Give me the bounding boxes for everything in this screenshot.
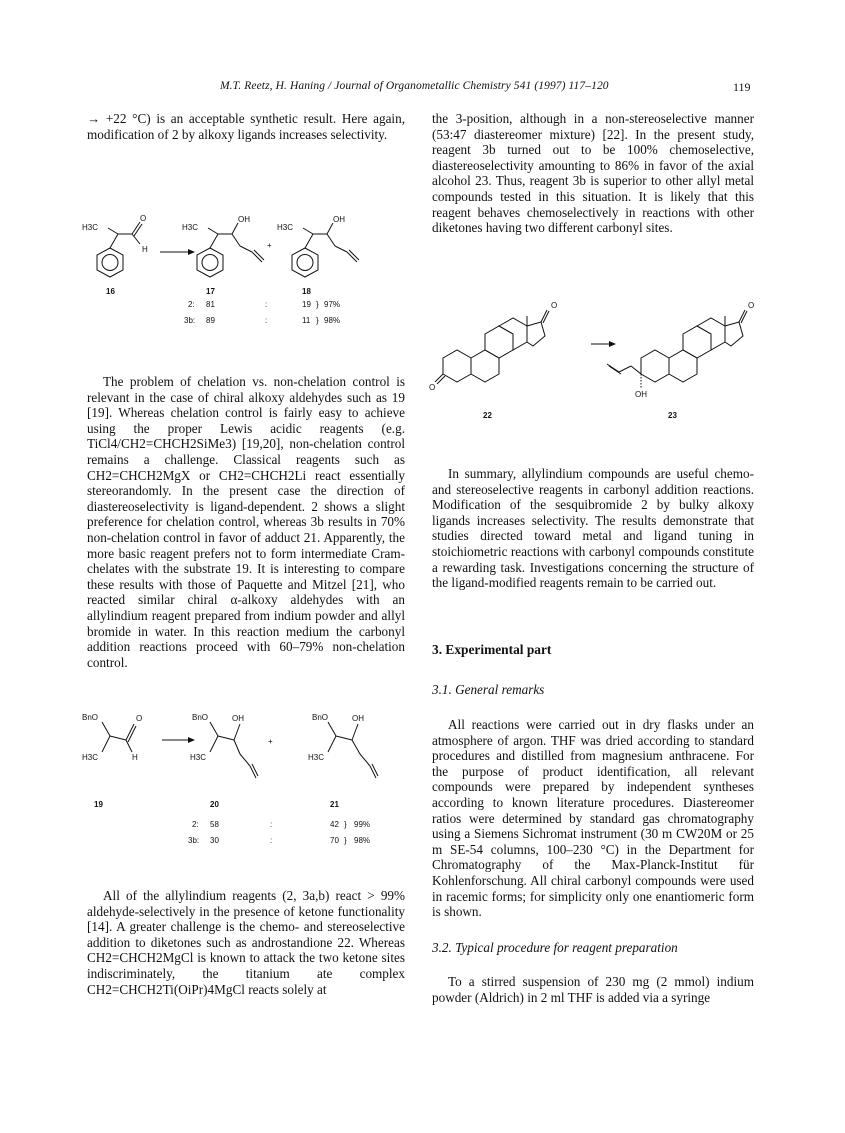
- svg-text:+: +: [268, 737, 273, 746]
- scheme-16-to-17-18: [80, 214, 410, 334]
- svg-text:+: +: [267, 241, 272, 250]
- structure-16: [82, 214, 148, 277]
- svg-text:98%: 98%: [324, 316, 341, 325]
- svg-text::: :: [265, 300, 268, 309]
- svg-text:81: 81: [206, 300, 215, 309]
- structure-17: [182, 215, 264, 277]
- left-paragraph-3: All of the allylindium reagents (2, 3a,b) react > 99% aldehyde-selectively in the presence of ketone functionality [14]. A greater challenge is the chemo- and stereoselective addition to diketones such as androstandione 22. Whereas CH2=CHCH2MgCl is known to attack the two ketone sites indiscriminately, the titanium ate complex CH2=CHCH2Ti(OiPr)4MgCl reacts solely at: [87, 888, 405, 997]
- svg-text:BnO: BnO: [312, 713, 329, 722]
- compound-label-17: 17: [206, 287, 215, 296]
- h3c-label: H3C: [82, 223, 99, 232]
- svg-text:O: O: [429, 383, 436, 392]
- svg-text:H3C: H3C: [277, 223, 294, 232]
- svg-text:OH: OH: [333, 215, 345, 224]
- structure-23: [607, 301, 754, 399]
- svg-text:}: }: [316, 300, 319, 309]
- structure-20: [190, 713, 258, 778]
- svg-text:99%: 99%: [354, 820, 371, 829]
- svg-text::: :: [270, 836, 273, 845]
- svg-text:O: O: [136, 714, 143, 723]
- structure-19: [82, 713, 142, 762]
- right-paragraph-4: To a stirred suspension of 230 mg (2 mmol) indium powder (Aldrich) in 2 ml THF is added via a syringe: [432, 974, 754, 1005]
- svg-text:H: H: [132, 753, 138, 762]
- subsection-general-remarks: 3.1. General remarks: [432, 682, 545, 697]
- compound-label-18: 18: [302, 287, 311, 296]
- right-paragraph-2: In summary, allylindium compounds are useful chemo- and stereoselective reagents in carbonyl addition reactions. Modification of the sesquibromide 2 by bulky alkoxy ligands increases selectivity. The results demonstrate that studies directed toward metal and ligand tuning in stoichiometric reactions with carbonyl compounds constitute a rewarding task. Investigations concerning the structure of the ligand-modified reagents remain to be carried out.: [432, 466, 754, 591]
- compound-label-21: 21: [330, 800, 339, 809]
- compound-label-22: 22: [483, 411, 492, 420]
- hydrogen-label: H: [142, 245, 148, 254]
- svg-text:}: }: [316, 316, 319, 325]
- svg-text:H3C: H3C: [190, 753, 207, 762]
- svg-text:3b:: 3b:: [188, 836, 200, 845]
- svg-text:OH: OH: [232, 714, 244, 723]
- structure-18: [277, 215, 359, 277]
- svg-text:58: 58: [210, 820, 219, 829]
- svg-text:3b:: 3b:: [184, 316, 196, 325]
- compound-label-23: 23: [668, 411, 677, 420]
- svg-text:98%: 98%: [354, 836, 371, 845]
- svg-text:97%: 97%: [324, 300, 341, 309]
- svg-text::: :: [270, 820, 273, 829]
- right-paragraph-1: the 3-position, although in a non-stereoselective manner (53:47 diastereomer mixture) [22]. In the present study, reagent 3b turned out to be 100% chemoselective, diastereoselectivity amounting to 86% in favor of the axial alcohol 23. Thus, reagent 3b is superior to other allyl metal compounds tested in this situation. It is likely that this reagent behaves chemoselectively in reactions with other diketones having two different carbonyl sites.: [432, 111, 754, 236]
- svg-text:OH: OH: [352, 714, 364, 723]
- svg-text:H3C: H3C: [308, 753, 325, 762]
- svg-text:}: }: [344, 836, 347, 845]
- page-number: 119: [733, 80, 751, 94]
- structure-21: [308, 713, 378, 778]
- svg-text:BnO: BnO: [192, 713, 209, 722]
- svg-text:OH: OH: [238, 215, 250, 224]
- svg-text::: :: [265, 316, 268, 325]
- svg-text:O: O: [748, 301, 755, 310]
- running-head: M.T. Reetz, H. Haning / Journal of Organometallic Chemistry 541 (1997) 117–120: [220, 80, 609, 92]
- svg-text:11: 11: [302, 316, 311, 325]
- structure-22: [429, 301, 557, 392]
- svg-text:H3C: H3C: [182, 223, 199, 232]
- svg-text:2:: 2:: [188, 300, 195, 309]
- svg-text:2:: 2:: [192, 820, 199, 829]
- scheme-19-to-20-21: [80, 712, 410, 852]
- scheme-22-to-23: [425, 296, 760, 426]
- left-paragraph-2: The problem of chelation vs. non-chelation control is relevant in the case of chiral alkoxy aldehydes such as 19 [19]. Whereas chelation control is fairly easy to achieve using the proper Lewis acidic reagents (e.g. TiCl4/CH2=CHCH2SiMe3) [19,20], non-chelation control remains a challenge. Classical reagents such as CH2=CHCH2MgX or CH2=CHCH2Li react essentially stereorandomly. In the present case the direction of diastereoselectivity is ligand-dependent. 2 shows a slight preference for chelation control, whereas 3b results in 70% non-chelation control in favor of adduct 21. Apparently, the more basic reagent prefers not to form intermediate Cram-chelates with the substrate 19. It is interesting to compare these results with those of Paquette and Mitzel [21], who reacted similar chiral α-alkoxy aldehydes with an allylindium reagent prepared from indium powder and allyl bromide in water. In this reaction medium the carbonyl addition reactions proceed with 60–79% non-chelation control.: [87, 374, 405, 670]
- left-paragraph-1: → +22 °C) is an acceptable synthetic result. Here again, modification of 2 by alkoxy ligands increases selectivity.: [87, 111, 405, 142]
- svg-text:19: 19: [302, 300, 311, 309]
- running-header: [0, 80, 845, 100]
- svg-text:70: 70: [330, 836, 339, 845]
- svg-text:42: 42: [330, 820, 339, 829]
- svg-text:O: O: [551, 301, 558, 310]
- svg-text:}: }: [344, 820, 347, 829]
- right-paragraph-3: All reactions were carried out in dry flasks under an atmosphere of argon. THF was dried according to standard procedures and distilled from magnesium anthracene. For the purpose of product identification, all relevant compounds were prepared by independent syntheses according to known literature procedures. Diastereomer ratios were determined by standard gas chromatography using a Siemens Sichromat instrument (30 m CW20M or 25 m SE-54 columns, 100–230 °C) in the Department for Chromatography of the Max-Planck-Institut für Kohlenforschung. All chiral carbonyl compounds were used in racemic forms; for simplicity only one enantiomeric form is shown.: [432, 717, 754, 920]
- subsection-typical-procedure: 3.2. Typical procedure for reagent preparation: [432, 940, 678, 955]
- svg-text:OH: OH: [635, 390, 647, 399]
- compound-label-20: 20: [210, 800, 219, 809]
- section-title: 3. Experimental part: [432, 642, 552, 657]
- compound-label-19: 19: [94, 800, 103, 809]
- compound-label-16: 16: [106, 287, 115, 296]
- svg-text:30: 30: [210, 836, 219, 845]
- oxygen-label: O: [140, 214, 147, 223]
- svg-text:H3C: H3C: [82, 753, 99, 762]
- bno-label: BnO: [82, 713, 99, 722]
- svg-text:89: 89: [206, 316, 215, 325]
